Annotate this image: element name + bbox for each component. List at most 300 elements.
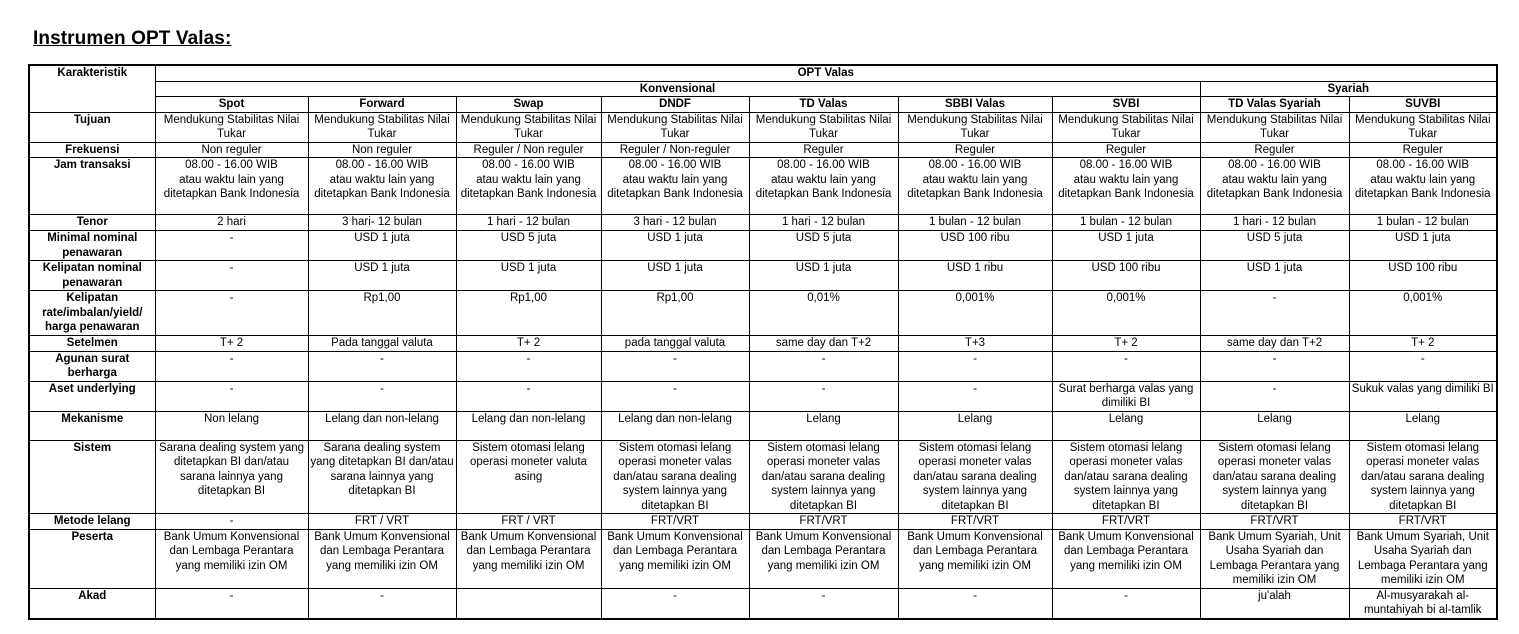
cell-text: T+ 2	[516, 337, 541, 349]
table-cell	[601, 112, 749, 142]
cell-text: Sarana dealing system yang ditetapkan BI dan/atau sarana lainnya yang ditetapkan BI	[158, 441, 305, 497]
table-cell	[749, 231, 898, 261]
cell-text: Lelang dan non-lelang	[471, 412, 586, 425]
cell-text: same day dan T+2	[1226, 337, 1323, 349]
table-cell	[456, 440, 601, 514]
table-cell	[155, 440, 308, 514]
table-cell	[1052, 440, 1200, 514]
cell-text: 2 hari	[217, 216, 246, 228]
table-cell	[749, 440, 898, 514]
cell-text: -	[229, 232, 234, 244]
table-cell	[898, 291, 1052, 336]
cell-text: ju'alah	[1258, 589, 1291, 602]
table-cell	[749, 351, 898, 381]
table-cell	[1349, 529, 1497, 588]
table-cell	[1200, 231, 1349, 261]
cell-text: 0,001%	[1106, 292, 1146, 304]
cell-text: 08.00 - 16.00 WIB atau waktu lain yang ditetapkan Bank Indonesia	[1058, 159, 1194, 200]
table-cell	[601, 261, 749, 291]
cell-text: 1 hari - 12 bulan	[781, 216, 866, 228]
cell-text: 1 bulan - 12 bulan	[928, 216, 1022, 228]
cell-text: -	[973, 589, 977, 602]
table-cell	[898, 529, 1052, 588]
table-cell	[308, 231, 456, 261]
cell-text: FRT/VRT	[1101, 515, 1151, 527]
table-cell	[1349, 142, 1497, 158]
cell-text: Bank Umum Konvensional dan Lembaga Perantara yang memiliki izin OM	[460, 530, 597, 572]
row-label: Tenor	[29, 215, 155, 231]
cell-text: USD 1 ribu	[946, 262, 1004, 274]
cell-text: -	[1272, 382, 1277, 395]
table-cell	[601, 158, 749, 215]
row-label: Setelmen	[29, 336, 155, 352]
cell-text: Bank Umum Konvensional dan Lembaga Perantara yang memiliki izin OM	[1058, 530, 1194, 572]
cell-text: 1 hari - 12 bulan	[1232, 216, 1317, 228]
cell-text: USD 1 juta	[354, 262, 410, 274]
table-row	[29, 440, 1497, 514]
cell-text: Mendukung Stabilitas Nilai Tukar	[1354, 113, 1491, 140]
table-cell	[1349, 440, 1497, 514]
cell-text: 08.00 - 16.00 WIB atau waktu lain yang ditetapkan Bank Indonesia	[607, 159, 743, 200]
cell-text: 08.00 - 16.00 WIB atau waktu lain yang ditetapkan Bank Indonesia	[314, 159, 450, 200]
row-label: Kelipatan rate/imbalan/yield/ harga penawaran	[29, 291, 155, 336]
cell-text: Non reguler	[201, 143, 262, 156]
table-cell	[898, 158, 1052, 215]
cell-text: USD 1 juta	[647, 262, 703, 274]
cell-text: FRT/VRT	[1250, 515, 1299, 527]
cell-text: USD 1 juta	[354, 232, 410, 244]
opt-valas-table	[28, 64, 1498, 620]
table-cell	[308, 158, 456, 215]
cell-text: Bank Umum Konvensional dan Lembaga Perantara yang memiliki izin OM	[755, 530, 892, 572]
cell-text: T+ 2	[219, 337, 244, 349]
cell-text: -	[229, 262, 234, 274]
cell-text: 0,001%	[955, 292, 995, 304]
table-cell	[308, 112, 456, 142]
table-cell	[1349, 112, 1497, 142]
table-cell	[1349, 588, 1497, 619]
cell-text: -	[1272, 352, 1277, 365]
cell-text: -	[1272, 292, 1277, 304]
cell-text: USD 1 juta	[1098, 232, 1154, 244]
cell-text: Reguler	[1254, 143, 1295, 156]
table-row	[29, 112, 1497, 142]
table-cell	[601, 514, 749, 530]
table-cell	[898, 336, 1052, 352]
table-cell	[1200, 142, 1349, 158]
table-row	[29, 588, 1497, 619]
cell-text: Al-musyarakah al-muntahiyah bi al-tamlik	[1363, 589, 1482, 616]
table-cell	[308, 411, 456, 440]
table-cell	[1052, 215, 1200, 231]
cell-text: -	[821, 589, 826, 602]
cell-text: Rp1,00	[363, 292, 401, 304]
table-cell	[155, 529, 308, 588]
cell-text: 08.00 - 16.00 WIB atau waktu lain yang ditetapkan Bank Indonesia	[1206, 159, 1343, 200]
table-row	[29, 411, 1497, 440]
table-cell	[1052, 351, 1200, 381]
table-cell	[749, 411, 898, 440]
table-cell	[749, 142, 898, 158]
row-label: Tujuan	[29, 112, 155, 142]
cell-text: USD 1 juta	[647, 232, 703, 244]
table-cell	[1052, 336, 1200, 352]
page-title: Instrumen OPT Valas:	[33, 28, 232, 49]
cell-text: -	[673, 382, 677, 395]
table-cell	[1052, 514, 1200, 530]
cell-text: Lelang dan non-lelang	[618, 412, 732, 425]
cell-text: T+ 2	[1411, 337, 1435, 349]
table-cell	[1200, 588, 1349, 619]
column-header: SUVBI	[1349, 97, 1497, 113]
cell-text: -	[380, 352, 384, 365]
cell-text: Mendukung Stabilitas Nilai Tukar	[907, 113, 1043, 140]
table-cell	[456, 112, 601, 142]
cell-text: Sistem otomasi lelang operasi moneter valas dan/atau sarana dealing system lainnya yang ditetapkan BI	[1361, 441, 1485, 512]
column-header: DNDF	[601, 97, 749, 113]
cell-text: Bank Umum Konvensional dan Lembaga Perantara yang memiliki izin OM	[314, 530, 450, 572]
cell-text: -	[973, 382, 977, 395]
table-cell	[155, 514, 308, 530]
column-header: Swap	[456, 97, 601, 113]
table-cell	[601, 291, 749, 336]
cell-text: Mendukung Stabilitas Nilai Tukar	[163, 113, 300, 140]
table-cell	[155, 158, 308, 215]
table-cell	[1200, 112, 1349, 142]
table-cell	[898, 231, 1052, 261]
table-cell	[1052, 381, 1200, 411]
cell-text: Reguler / Non-reguler	[619, 143, 731, 156]
cell-text: -	[229, 352, 234, 365]
cell-text: -	[673, 589, 677, 602]
cell-text: 08.00 - 16.00 WIB atau waktu lain yang ditetapkan Bank Indonesia	[460, 159, 597, 200]
cell-text: Lelang dan non-lelang	[325, 412, 439, 425]
cell-text: Mendukung Stabilitas Nilai Tukar	[314, 113, 450, 140]
table-cell	[308, 261, 456, 291]
row-label: Metode lelang	[29, 514, 155, 530]
column-header: Spot	[155, 97, 308, 113]
cell-text: Sistem otomasi lelang operasi moneter valuta asing	[470, 441, 587, 483]
table-cell	[155, 261, 308, 291]
table-row	[29, 529, 1497, 588]
table-cell	[1349, 514, 1497, 530]
cell-text: Mendukung Stabilitas Nilai Tukar	[1206, 113, 1343, 140]
cell-text: Mendukung Stabilitas Nilai Tukar	[460, 113, 597, 140]
table-cell	[456, 215, 601, 231]
cell-text: -	[821, 382, 826, 395]
table-cell	[1052, 158, 1200, 215]
cell-text: Sistem otomasi lelang operasi moneter valas dan/atau sarana dealing system lainnya yang ditetapkan BI	[1064, 441, 1188, 512]
cell-text: USD 5 juta	[1246, 232, 1303, 244]
cell-text: -	[229, 292, 234, 304]
table-cell	[155, 231, 308, 261]
table-cell	[898, 381, 1052, 411]
cell-text: Bank Umum Konvensional dan Lembaga Perantara yang memiliki izin OM	[163, 530, 300, 572]
cell-text: 3 hari- 12 bulan	[342, 216, 422, 228]
cell-text: Bank Umum Syariah, Unit Usaha Syariah dan Lembaga Perantara yang memiliki izin OM	[1208, 530, 1341, 586]
table-cell	[456, 231, 601, 261]
cell-text: Bank Umum Syariah, Unit Usaha Syariah dan Lembaga Perantara yang memiliki izin OM	[1356, 530, 1489, 586]
cell-text: Non reguler	[351, 143, 413, 156]
table-cell	[749, 588, 898, 619]
cell-text: -	[229, 382, 234, 395]
table-cell	[601, 381, 749, 411]
table-cell	[456, 381, 601, 411]
table-cell	[456, 291, 601, 336]
table-cell	[601, 411, 749, 440]
cell-text: USD 100 ribu	[1091, 262, 1161, 274]
cell-text: Mendukung Stabilitas Nilai Tukar	[755, 113, 892, 140]
table-cell	[308, 529, 456, 588]
column-header: SBBI Valas	[898, 97, 1052, 113]
table-row	[29, 351, 1497, 381]
cell-text: Sarana dealing system yang ditetapkan BI dan/atau sarana lainnya yang ditetapkan BI	[310, 441, 454, 497]
cell-text: Sukuk valas yang dimiliki BI	[1351, 382, 1494, 395]
table-cell	[749, 291, 898, 336]
table-cell	[898, 112, 1052, 142]
table-cell	[1349, 351, 1497, 381]
table-cell	[601, 336, 749, 352]
syariah-header: Syariah	[1200, 81, 1497, 97]
row-label: Jam transaksi	[29, 158, 155, 215]
table-cell	[749, 112, 898, 142]
cell-text: -	[229, 589, 234, 602]
cell-text: Lelang	[1257, 412, 1292, 425]
table-cell	[898, 261, 1052, 291]
table-cell	[308, 440, 456, 514]
cell-text: USD 1 juta	[1394, 232, 1451, 244]
table-cell	[1349, 381, 1497, 411]
cell-text: 1 hari - 12 bulan	[486, 216, 571, 228]
cell-text: FRT/VRT	[650, 515, 700, 527]
cell-text: Non lelang	[204, 412, 259, 425]
row-label: Agunan surat berharga	[29, 351, 155, 381]
table-cell	[898, 588, 1052, 619]
table-cell	[749, 514, 898, 530]
cell-text: FRT/VRT	[950, 515, 1000, 527]
table-cell	[1200, 261, 1349, 291]
cell-text: same day dan T+2	[775, 337, 872, 349]
table-cell	[749, 381, 898, 411]
table-cell	[1200, 158, 1349, 215]
table-cell	[155, 215, 308, 231]
table-cell	[1052, 588, 1200, 619]
cell-text: -	[673, 352, 677, 365]
cell-text: 1 bulan - 12 bulan	[1376, 216, 1469, 228]
table-cell	[1349, 158, 1497, 215]
table-cell	[456, 529, 601, 588]
table-cell	[749, 158, 898, 215]
table-cell	[456, 588, 601, 619]
row-label: Kelipatan nominal penawaran	[29, 261, 155, 291]
table-cell	[1200, 351, 1349, 381]
cell-text: USD 100 ribu	[1388, 262, 1458, 274]
cell-text: T+ 2	[1114, 337, 1138, 349]
table-cell	[898, 351, 1052, 381]
cell-text: Reguler	[1105, 143, 1147, 156]
table-cell	[308, 351, 456, 381]
cell-text: 0,01%	[807, 292, 840, 304]
column-header: Forward	[308, 97, 456, 113]
cell-text: 1 bulan - 12 bulan	[1079, 216, 1173, 228]
table-cell	[1200, 381, 1349, 411]
opt-valas-header: OPT Valas	[155, 65, 1497, 81]
karakteristik-header: Karakteristik	[29, 65, 155, 112]
table-row	[29, 142, 1497, 158]
cell-text: Mendukung Stabilitas Nilai Tukar	[607, 113, 743, 140]
cell-text: USD 1 juta	[795, 262, 852, 274]
table-cell	[155, 351, 308, 381]
table-cell	[898, 142, 1052, 158]
table-cell	[1052, 231, 1200, 261]
table-cell	[308, 336, 456, 352]
cell-text: Sistem otomasi lelang operasi moneter valas dan/atau sarana dealing system lainnya yang ditetapkan BI	[913, 441, 1037, 512]
table-cell	[308, 588, 456, 619]
cell-text: Surat berharga valas yang dimiliki BI	[1058, 382, 1194, 409]
table-cell	[601, 215, 749, 231]
cell-text: Reguler	[954, 143, 996, 156]
table-cell	[1052, 291, 1200, 336]
column-header: TD Valas Syariah	[1200, 97, 1349, 113]
cell-text: T+3	[964, 337, 986, 349]
cell-text: FRT / VRT	[501, 515, 556, 527]
table-cell	[898, 514, 1052, 530]
table-cell	[601, 588, 749, 619]
cell-text: -	[1124, 589, 1128, 602]
table-cell	[1052, 411, 1200, 440]
cell-text: -	[380, 382, 384, 395]
table-cell	[155, 112, 308, 142]
cell-text: USD 5 juta	[795, 232, 852, 244]
table-cell	[1349, 336, 1497, 352]
table-cell	[1349, 231, 1497, 261]
table-cell	[155, 291, 308, 336]
cell-text: 08.00 - 16.00 WIB atau waktu lain yang ditetapkan Bank Indonesia	[163, 159, 300, 200]
table-cell	[456, 158, 601, 215]
cell-text: USD 1 juta	[500, 262, 557, 274]
table-cell	[1200, 440, 1349, 514]
table-cell	[1052, 142, 1200, 158]
table-cell	[749, 529, 898, 588]
table-cell	[1349, 291, 1497, 336]
table-cell	[155, 142, 308, 158]
table-cell	[155, 411, 308, 440]
cell-text: -	[380, 589, 384, 602]
cell-text: Pada tanggal valuta	[331, 337, 433, 349]
column-header: TD Valas	[749, 97, 898, 113]
table-row	[29, 336, 1497, 352]
cell-text: -	[229, 515, 234, 527]
cell-text: Sistem otomasi lelang operasi moneter valas dan/atau sarana dealing system lainnya yang ditetapkan BI	[1212, 441, 1337, 512]
cell-text: Reguler / Non reguler	[473, 143, 584, 156]
table-cell	[749, 261, 898, 291]
cell-text: Reguler	[1402, 143, 1443, 156]
konvensional-header: Konvensional	[155, 81, 1200, 97]
table-row	[29, 158, 1497, 215]
table-cell	[1200, 336, 1349, 352]
table-cell	[601, 231, 749, 261]
cell-text: USD 1 juta	[1246, 262, 1303, 274]
table-cell	[456, 336, 601, 352]
table-cell	[308, 291, 456, 336]
cell-text: 08.00 - 16.00 WIB atau waktu lain yang ditetapkan Bank Indonesia	[907, 159, 1043, 200]
cell-text: Rp1,00	[509, 292, 548, 304]
table-cell	[898, 215, 1052, 231]
table-row	[29, 261, 1497, 291]
cell-text: 08.00 - 16.00 WIB atau waktu lain yang ditetapkan Bank Indonesia	[1354, 159, 1491, 200]
cell-text: USD 5 juta	[500, 232, 557, 244]
cell-text: Lelang	[1108, 412, 1144, 425]
table-cell	[1349, 215, 1497, 231]
table-cell	[1200, 215, 1349, 231]
cell-text: pada tanggal valuta	[624, 337, 726, 349]
table-cell	[601, 142, 749, 158]
table-cell	[456, 411, 601, 440]
cell-text: 0,001%	[1403, 292, 1443, 304]
table-row	[29, 291, 1497, 336]
cell-text: -	[1124, 352, 1128, 365]
cell-text: 08.00 - 16.00 WIB atau waktu lain yang ditetapkan Bank Indonesia	[755, 159, 892, 200]
table-cell	[601, 351, 749, 381]
table-row	[29, 381, 1497, 411]
column-header: SVBI	[1052, 97, 1200, 113]
cell-text: -	[526, 382, 531, 395]
table-cell	[1349, 261, 1497, 291]
cell-text: -	[526, 352, 531, 365]
table-row	[29, 514, 1497, 530]
cell-text: -	[973, 352, 977, 365]
cell-text: Lelang	[957, 412, 993, 425]
cell-text: Lelang	[1405, 412, 1441, 425]
table-cell	[749, 215, 898, 231]
table-cell	[308, 381, 456, 411]
table-cell	[601, 440, 749, 514]
table-cell	[308, 142, 456, 158]
table-cell	[1200, 514, 1349, 530]
table-cell	[456, 261, 601, 291]
cell-text: USD 100 ribu	[940, 232, 1010, 244]
row-label: Sistem	[29, 440, 155, 514]
row-label: Minimal nominal penawaran	[29, 231, 155, 261]
cell-text: Bank Umum Konvensional dan Lembaga Perantara yang memiliki izin OM	[607, 530, 743, 572]
row-label: Akad	[29, 588, 155, 619]
cell-text: -	[821, 352, 826, 365]
table-cell	[1052, 529, 1200, 588]
table-cell	[1200, 411, 1349, 440]
cell-text: Sistem otomasi lelang operasi moneter valas dan/atau sarana dealing system lainnya yang ditetapkan BI	[613, 441, 737, 512]
table-cell	[1052, 112, 1200, 142]
table-cell	[456, 142, 601, 158]
table-cell	[1349, 411, 1497, 440]
table-cell	[308, 514, 456, 530]
table-cell	[155, 588, 308, 619]
table-cell	[308, 215, 456, 231]
cell-text: 3 hari - 12 bulan	[633, 216, 717, 228]
cell-text: Mendukung Stabilitas Nilai Tukar	[1058, 113, 1194, 140]
table-cell	[1200, 291, 1349, 336]
cell-text: Bank Umum Konvensional dan Lembaga Perantara yang memiliki izin OM	[907, 530, 1043, 572]
table-cell	[155, 381, 308, 411]
table-cell	[898, 411, 1052, 440]
cell-text: Reguler	[803, 143, 844, 156]
table-cell	[898, 440, 1052, 514]
cell-text: Sistem otomasi lelang operasi moneter valas dan/atau sarana dealing system lainnya yang ditetapkan BI	[761, 441, 886, 512]
table-cell	[1200, 529, 1349, 588]
table-cell	[749, 336, 898, 352]
table-cell	[456, 351, 601, 381]
cell-text: Rp1,00	[656, 292, 694, 304]
table-cell	[601, 529, 749, 588]
